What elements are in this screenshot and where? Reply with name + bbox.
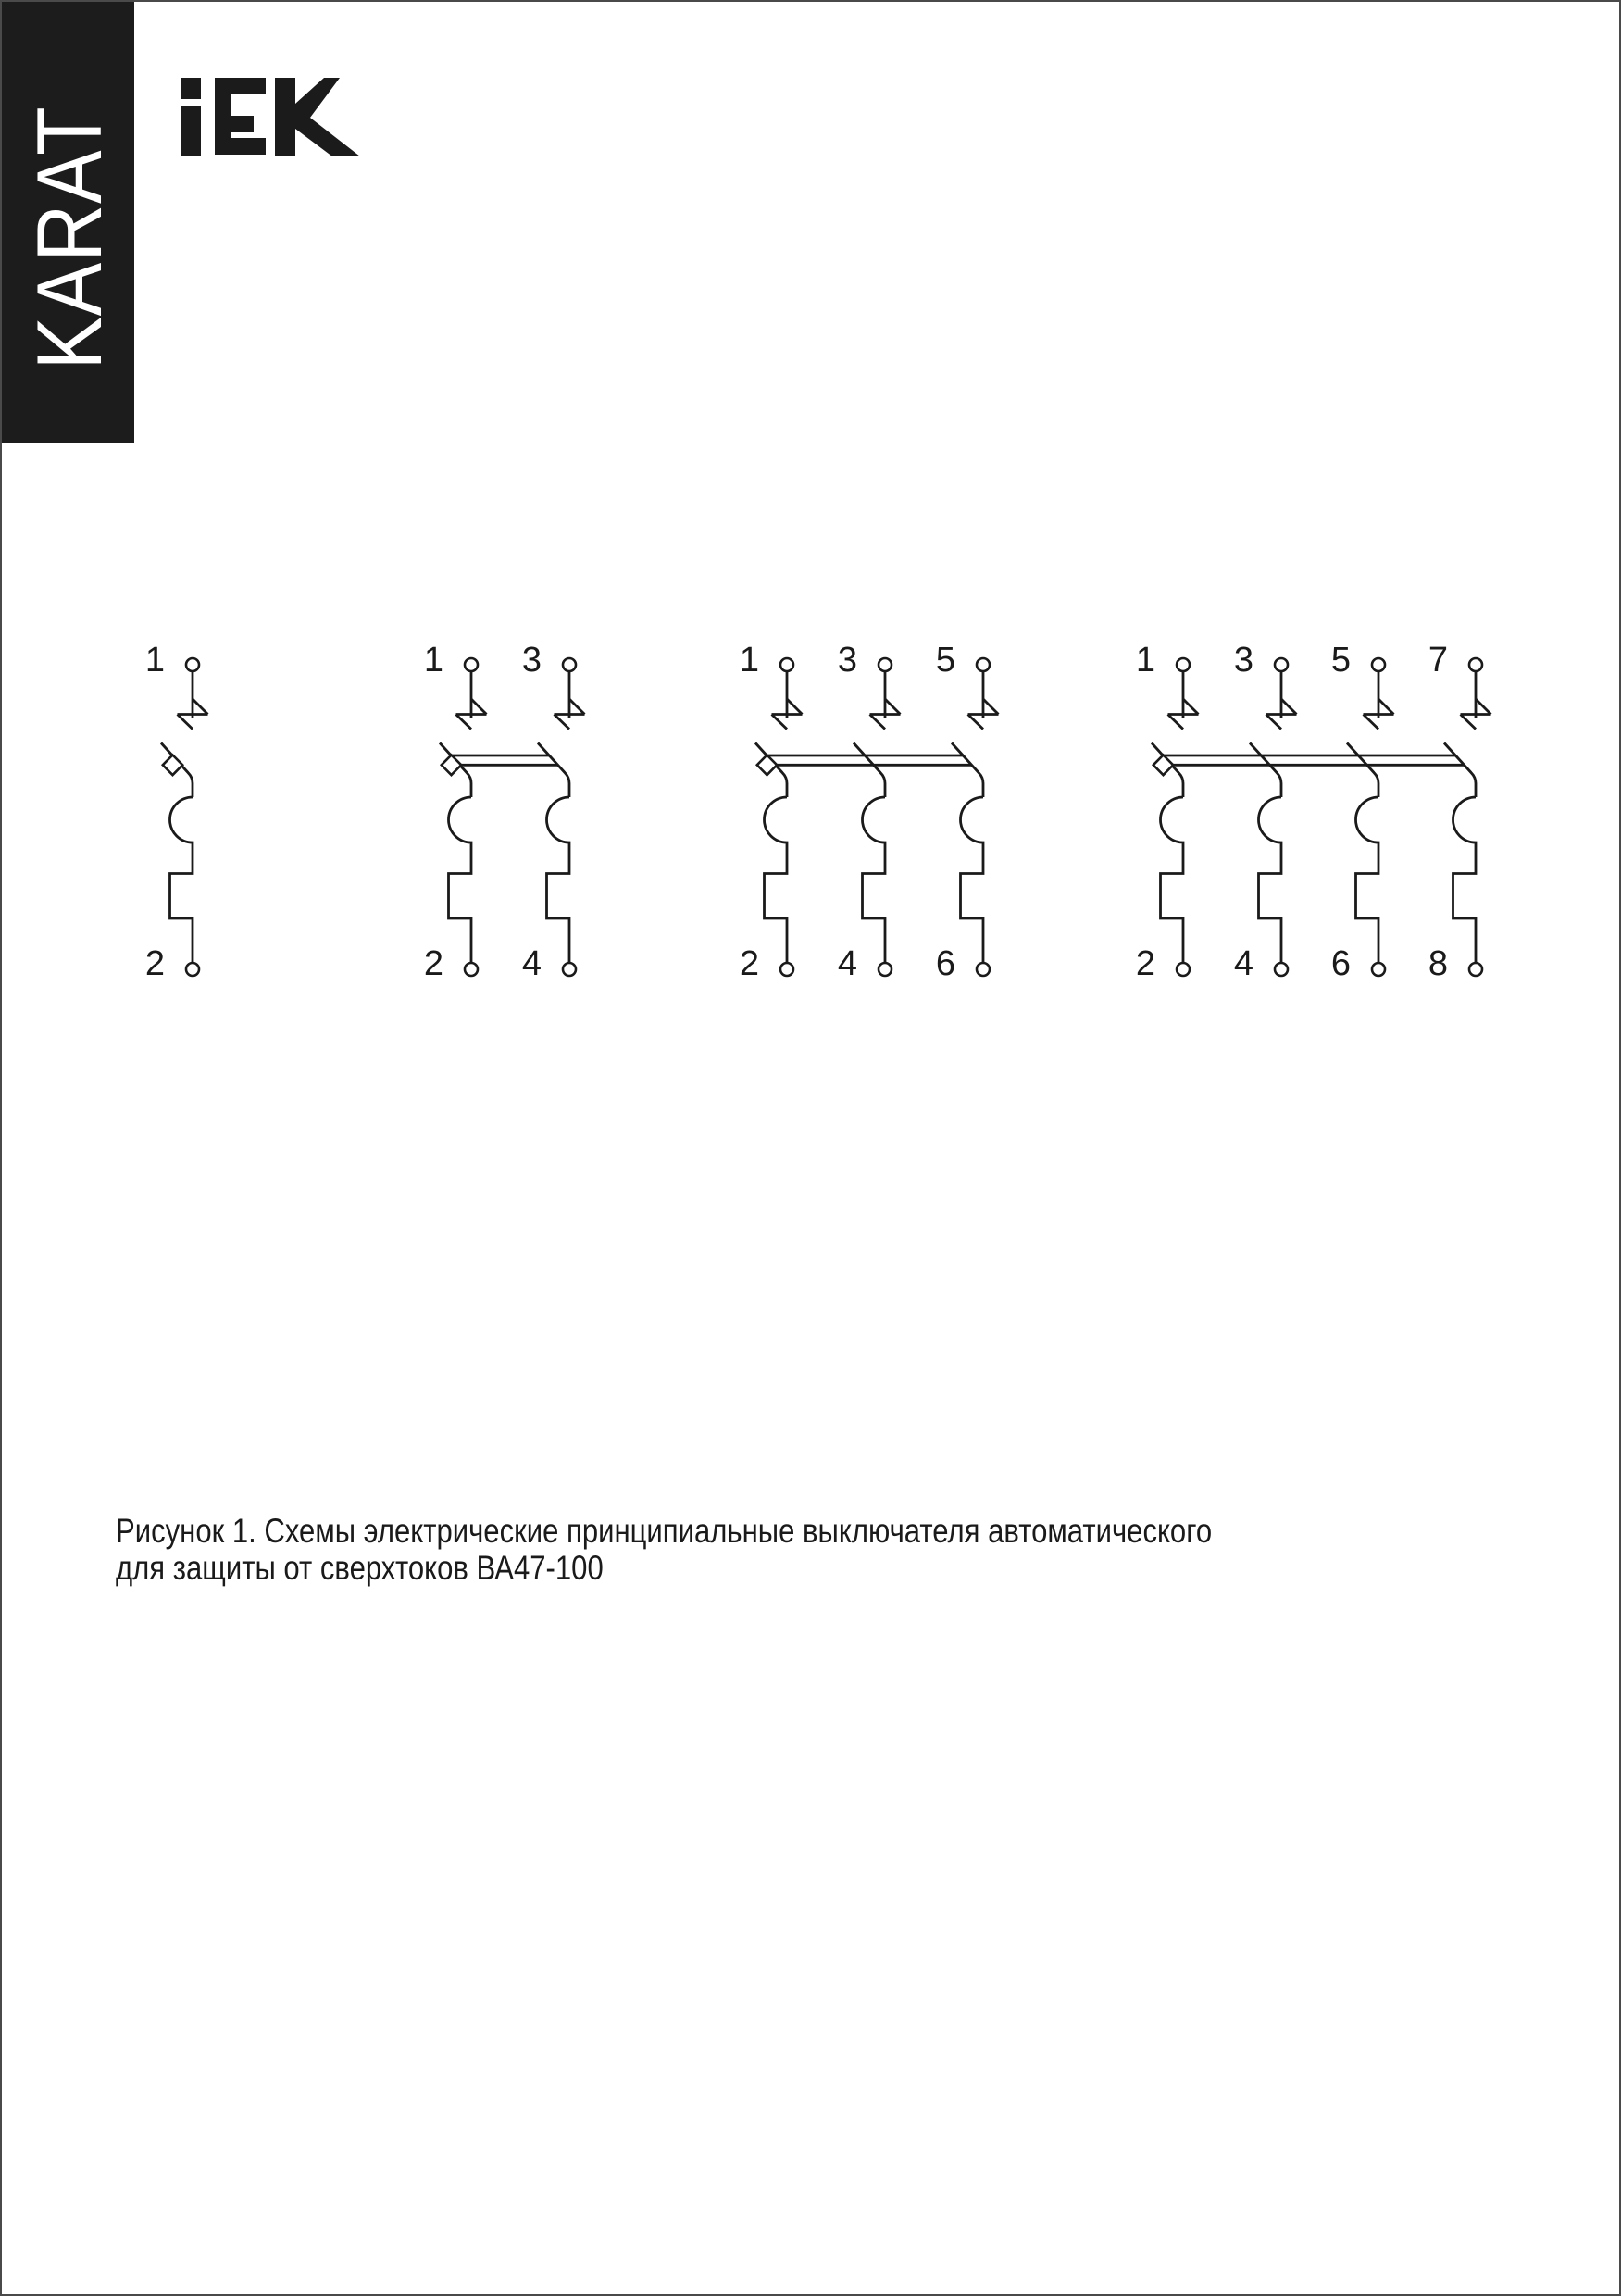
bottom-terminal-label: 4 [837, 944, 857, 983]
top-terminal-circle [780, 658, 793, 671]
contact-lever [538, 743, 569, 798]
top-terminal-label: 5 [935, 641, 955, 680]
bottom-terminal-label: 6 [935, 944, 955, 983]
breaker-pole [838, 641, 901, 983]
top-terminal-label: 1 [423, 641, 443, 680]
contact-lever [1347, 743, 1378, 798]
bottom-terminal-label: 4 [1233, 944, 1253, 983]
breaker-square-symbol [757, 755, 777, 776]
top-terminal-circle [1275, 658, 1288, 671]
bottom-terminal-circle [879, 963, 892, 976]
figure-caption-line-1: Рисунок 1. Схемы электрические принципиальные выключателя автоматического [116, 1512, 1213, 1550]
breaker-pole [1234, 641, 1297, 983]
figure-caption-line-2: для защиты от сверхтоков ВА47-100 [116, 1549, 604, 1587]
top-terminal-label: 1 [1135, 641, 1155, 680]
breaker-pole [936, 641, 999, 983]
bottom-terminal-label: 8 [1428, 944, 1448, 983]
contact-lever [952, 743, 983, 798]
breaker-pole [1428, 641, 1491, 983]
top-terminal-circle [465, 658, 478, 671]
bottom-terminal-circle [977, 963, 990, 976]
diagram-4-pole [1136, 641, 1491, 983]
breaker-square-symbol [163, 755, 182, 776]
bottom-terminal-circle [1469, 963, 1482, 976]
breaker-pole [522, 641, 585, 983]
bottom-terminal-label: 2 [423, 944, 443, 983]
top-terminal-circle [186, 658, 199, 671]
release-elements [1453, 797, 1477, 963]
contact-lever [1444, 743, 1476, 798]
top-terminal-circle [1469, 658, 1482, 671]
linkage-bar [452, 755, 559, 765]
bottom-terminal-label: 4 [521, 944, 542, 983]
release-elements [1356, 797, 1379, 963]
bottom-terminal-label: 6 [1330, 944, 1351, 983]
bottom-terminal-circle [465, 963, 478, 976]
release-elements [546, 797, 569, 963]
breaker-pole [1136, 641, 1199, 983]
diagram-3-pole [740, 641, 999, 983]
top-terminal-circle [1372, 658, 1385, 671]
release-elements [961, 797, 984, 963]
bottom-terminal-circle [563, 963, 576, 976]
release-elements [1259, 797, 1282, 963]
bottom-terminal-label: 2 [144, 944, 165, 983]
top-terminal-circle [1177, 658, 1190, 671]
bottom-terminal-circle [1372, 963, 1385, 976]
bottom-terminal-label: 2 [1135, 944, 1155, 983]
top-terminal-label: 3 [837, 641, 857, 680]
breaker-pole [1331, 641, 1394, 983]
diagram-2-pole [424, 641, 585, 983]
contact-lever [854, 743, 885, 798]
bottom-terminal-label: 2 [739, 944, 759, 983]
top-terminal-label: 7 [1428, 641, 1448, 680]
bottom-terminal-circle [1177, 963, 1190, 976]
bottom-terminal-circle [1275, 963, 1288, 976]
breaker-square-symbol [1153, 755, 1173, 776]
breaker-square-symbol [442, 755, 461, 776]
breaker-pole [424, 641, 487, 983]
linkage-bar [1164, 755, 1465, 765]
top-terminal-circle [563, 658, 576, 671]
release-elements [765, 797, 788, 963]
bottom-terminal-circle [780, 963, 793, 976]
top-terminal-circle [977, 658, 990, 671]
breaker-schematics [2, 2, 1621, 2296]
breaker-pole [740, 641, 803, 983]
diagram-1-pole [145, 641, 208, 983]
bottom-terminal-circle [186, 963, 199, 976]
release-elements [448, 797, 471, 963]
top-terminal-label: 3 [1233, 641, 1253, 680]
release-elements [862, 797, 885, 963]
top-terminal-circle [879, 658, 892, 671]
top-terminal-label: 3 [521, 641, 542, 680]
top-terminal-label: 1 [739, 641, 759, 680]
karat-label: KARAT [18, 106, 120, 370]
breaker-pole [145, 641, 208, 983]
top-terminal-label: 5 [1330, 641, 1351, 680]
release-elements [1161, 797, 1184, 963]
contact-lever [1250, 743, 1281, 798]
release-elements [170, 797, 193, 963]
top-terminal-label: 1 [144, 641, 165, 680]
